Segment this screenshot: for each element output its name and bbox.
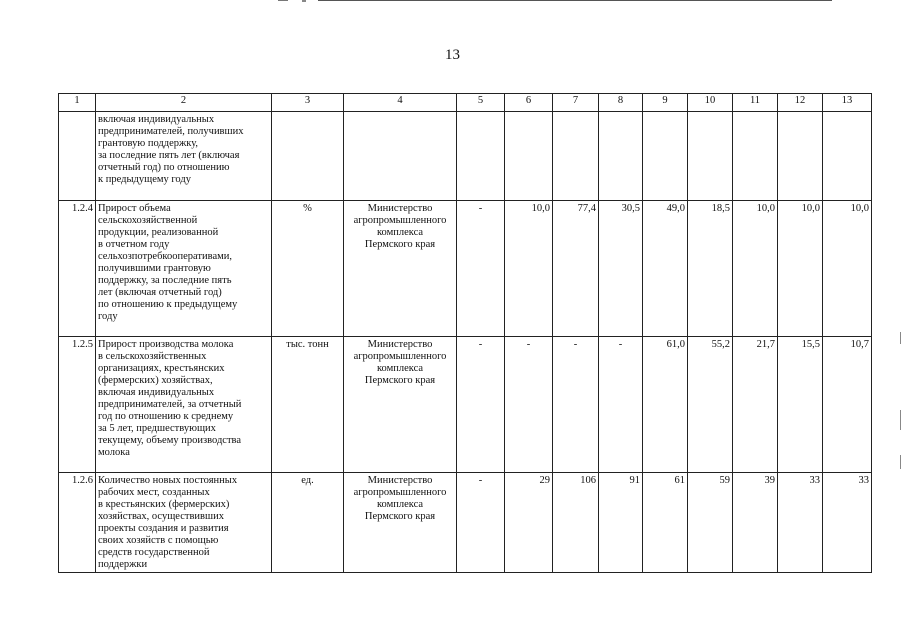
header-cell: 10 bbox=[688, 94, 733, 112]
table-row bbox=[59, 337, 872, 473]
scan-artifact-line bbox=[318, 0, 832, 1]
value-cell: - bbox=[553, 337, 599, 473]
responsible-org: Министерство агропромышленного комплекса Пермского края bbox=[344, 337, 457, 473]
indicator-name: Количество новых постоянных рабочих мест, созданных в крестьянских (фермерских) хозяйствах, осуществивших проекты создания и развития своих хозяйств с помощью средств государственной поддержки bbox=[96, 473, 272, 573]
value-cell: 39 bbox=[733, 473, 778, 573]
value-cell: 10,0 bbox=[733, 201, 778, 337]
header-cell: 4 bbox=[344, 94, 457, 112]
header-cell: 2 bbox=[96, 94, 272, 112]
responsible-org: Министерство агропромышленного комплекса Пермского края bbox=[344, 201, 457, 337]
scan-artifact-edge bbox=[900, 332, 901, 344]
value-cell bbox=[505, 112, 553, 201]
header-row bbox=[59, 94, 872, 112]
header-cell: 1 bbox=[59, 94, 96, 112]
value-cell bbox=[553, 112, 599, 201]
value-cell: - bbox=[457, 473, 505, 573]
value-cell: 10,0 bbox=[778, 201, 823, 337]
page-number: 13 bbox=[445, 47, 460, 63]
value-cell: - bbox=[457, 201, 505, 337]
value-cell: 49,0 bbox=[643, 201, 688, 337]
header-cell: 6 bbox=[505, 94, 553, 112]
scan-artifact-mark bbox=[302, 0, 306, 2]
value-cell bbox=[643, 112, 688, 201]
unit-cell bbox=[272, 112, 344, 201]
value-cell: 77,4 bbox=[553, 201, 599, 337]
value-cell: 10,0 bbox=[823, 201, 872, 337]
responsible-org bbox=[344, 112, 457, 201]
value-cell: - bbox=[505, 337, 553, 473]
header-cell: 5 bbox=[457, 94, 505, 112]
value-cell: 61,0 bbox=[643, 337, 688, 473]
value-cell: 21,7 bbox=[733, 337, 778, 473]
value-cell bbox=[778, 112, 823, 201]
unit-cell: ед. bbox=[272, 473, 344, 573]
indicator-name: Прирост производства молока в сельскохозяйственных организациях, крестьянских (фермерских) хозяйствах, включая индивидуальных предпринимателей, за отчетный год по отношению к среднему за 5 лет, предшествующих текущему, объему производства молока bbox=[96, 337, 272, 473]
indicator-name: включая индивидуальных предпринимателей, получивших грантовую поддержку, за последние пять лет (включая отчетный год) по отношению к предыдущему году bbox=[96, 112, 272, 201]
value-cell: - bbox=[457, 337, 505, 473]
indicators-table bbox=[58, 93, 872, 573]
value-cell: 10,7 bbox=[823, 337, 872, 473]
unit-cell: тыс. тонн bbox=[272, 337, 344, 473]
value-cell: 33 bbox=[778, 473, 823, 573]
value-cell bbox=[823, 112, 872, 201]
row-number: 1.2.4 bbox=[59, 201, 96, 337]
header-cell: 12 bbox=[778, 94, 823, 112]
row-number: 1.2.6 bbox=[59, 473, 96, 573]
value-cell bbox=[733, 112, 778, 201]
indicator-name: Прирост объема сельскохозяйственной продукции, реализованной в отчетном году сельхозпотребкооперативами, получившими грантовую поддержку, за последние пять лет (включая отчетный год) по отношению к предыдущему году bbox=[96, 201, 272, 337]
value-cell: 10,0 bbox=[505, 201, 553, 337]
scan-artifact-dash bbox=[278, 0, 288, 1]
scan-artifact-edge bbox=[900, 410, 901, 430]
value-cell: 18,5 bbox=[688, 201, 733, 337]
table-row bbox=[59, 201, 872, 337]
header-cell: 3 bbox=[272, 94, 344, 112]
header-cell: 7 bbox=[553, 94, 599, 112]
table-row bbox=[59, 473, 872, 573]
row-number bbox=[59, 112, 96, 201]
header-cell: 13 bbox=[823, 94, 872, 112]
row-number: 1.2.5 bbox=[59, 337, 96, 473]
value-cell bbox=[688, 112, 733, 201]
scan-artifact-edge bbox=[900, 455, 901, 469]
responsible-org: Министерство агропромышленного комплекса Пермского края bbox=[344, 473, 457, 573]
value-cell: 30,5 bbox=[599, 201, 643, 337]
header-cell: 11 bbox=[733, 94, 778, 112]
value-cell bbox=[599, 112, 643, 201]
value-cell: 15,5 bbox=[778, 337, 823, 473]
value-cell: 33 bbox=[823, 473, 872, 573]
value-cell: 106 bbox=[553, 473, 599, 573]
value-cell bbox=[457, 112, 505, 201]
unit-cell: % bbox=[272, 201, 344, 337]
value-cell: 29 bbox=[505, 473, 553, 573]
header-cell: 8 bbox=[599, 94, 643, 112]
header-cell: 9 bbox=[643, 94, 688, 112]
value-cell: 91 bbox=[599, 473, 643, 573]
value-cell: 55,2 bbox=[688, 337, 733, 473]
table-row bbox=[59, 112, 872, 201]
value-cell: 61 bbox=[643, 473, 688, 573]
value-cell: - bbox=[599, 337, 643, 473]
value-cell: 59 bbox=[688, 473, 733, 573]
